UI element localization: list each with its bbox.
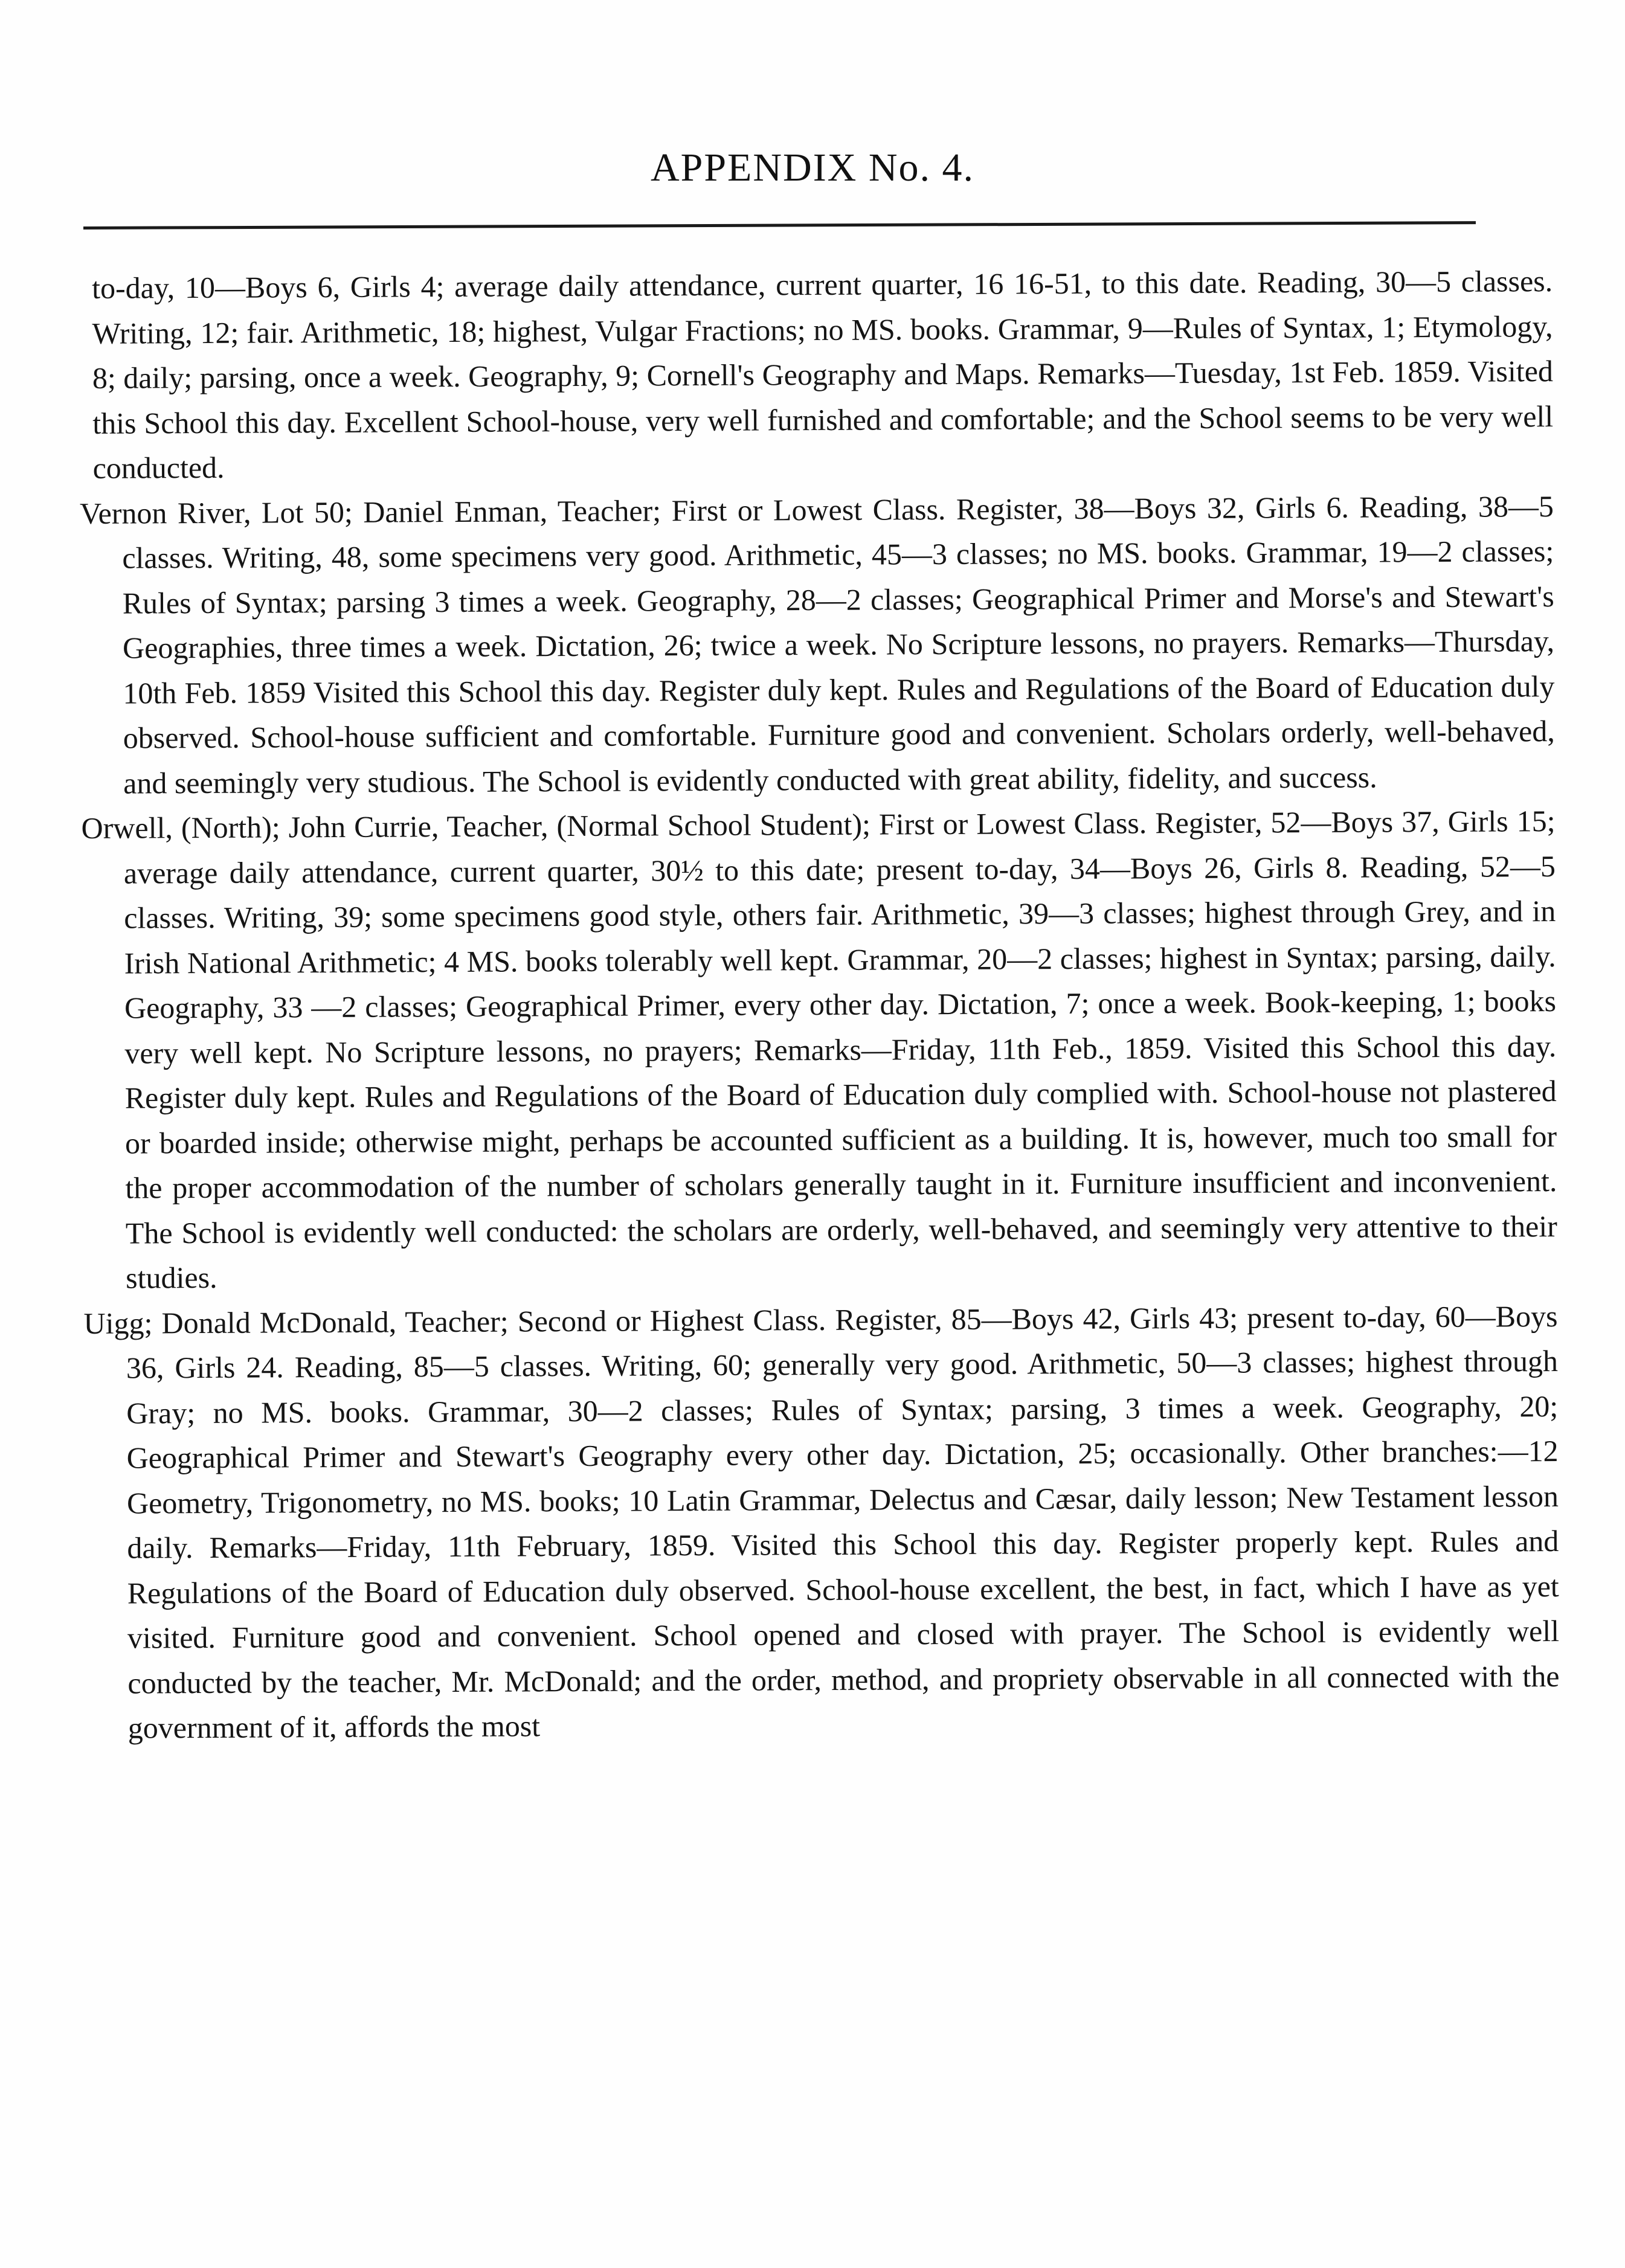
title-rule xyxy=(83,221,1476,230)
page-title: APPENDIX No. 4. xyxy=(650,146,975,190)
entry-vernon-river: Vernon River, Lot 50; Daniel Enman, Teacher; First or Lowest Class. Register, 38—Boys 32, Girls 6. Reading, 38—5 classes. Writing, 48, some specimens very good. Arithmetic, 45—3 classes; no MS. books. Grammar, 19—2 classes; Rules of Syntax; parsing 3 times a week. Geography, 28—2 classes; Geographical Primer and Morse's and Stewart's Geographies, three times a week. Dictation, 26; twice a week. No Scripture lessons, no prayers. Remarks—Thursday, 10th Feb. 1859 Visited this School this day. Register duly kept. Rules and Regulations of the Board of Education duly observed. School-house sufficient and comfortable. Furniture good and convenient. Scholars orderly, well-behaved, and seemingly very studious. The School is evidently conducted with great ability, fidelity, and success. xyxy=(79,489,1555,800)
entry-orwell-north: Orwell, (North); John Currie, Teacher, (Normal School Student); First or Lowest Class. Register, 52—Boys 37, Girls 15; average daily attendance, current quarter, 30½ to this date; present to-day, 34—Boys 26, Girls 8. Reading, 52—5 classes. Writing, 39; some specimens good style, others fair. Arithmetic, 39—3 classes; highest through Grey, and in Irish National Arithmetic; 4 MS. books tolerably well kept. Grammar, 20—2 classes; highest in Syntax; parsing, daily. Geography, 33 —2 classes; Geographical Primer, every other day. Dictation, 7; once a week. Book-keeping, 1; books very well kept. No Scripture lessons, no prayers; Remarks—Friday, 11th Feb., 1859. Visited this School this day. Register duly kept. Rules and Regulations of the Board of Education duly complied with. School-house not plastered or boarded inside; otherwise might, perhaps be accounted sufficient as a building. It is, however, much too small for the proper accommodation of the number of scholars generally taught in it. Furniture insufficient and inconvenient. The School is evidently well conducted: the scholars are orderly, well-behaved, and seemingly very attentive to their studies. xyxy=(81,804,1557,1295)
entry-uigg: Uigg; Donald McDonald, Teacher; Second or Highest Class. Register, 85—Boys 42, Girls 43; present to-day, 60—Boys 36, Girls 24. Reading, 85—5 classes. Writing, 60; generally very good. Arithmetic, 50—3 classes; highest through Gray; no MS. books. Grammar, 30—2 classes; Rules of Syntax; parsing, 3 times a week. Geography, 20; Geographical Primer and Stewart's Geography every other day. Dictation, 25; occasionally. Other branches:—12 Geometry, Trigonometry, no MS. books; 10 Latin Grammar, Delectus and Cæsar, daily lesson; New Testament lesson daily. Remarks—Friday, 11th February, 1859. Visited this School this day. Register properly kept. Rules and Regulations of the Board of Education duly observed. School-house excellent, the best, in fact, which I have as yet visited. Furniture good and convenient. School opened and closed with prayer. The School is evidently well conducted by the teacher, Mr. McDonald; and the order, method, and propriety observable in all connected with the government of it, affords the most xyxy=(83,1299,1560,1745)
body-text xyxy=(79,259,1560,1750)
entry-continued-school: to-day, 10—Boys 6, Girls 4; average daily attendance, current quarter, 16 16-51, to this date. Reading, 30—5 classes. Writing, 12; fair. Arithmetic, 18; highest, Vulgar Fractions; no MS. books. Grammar, 9—Rules of Syntax, 1; Etymology, 8; daily; parsing, once a week. Geography, 9; Cornell's Geography and Maps. Remarks—Tuesday, 1st Feb. 1859. Visited this School this day. Excellent School-house, very well furnished and comfortable; and the School seems to be very well conducted. xyxy=(92,264,1554,485)
